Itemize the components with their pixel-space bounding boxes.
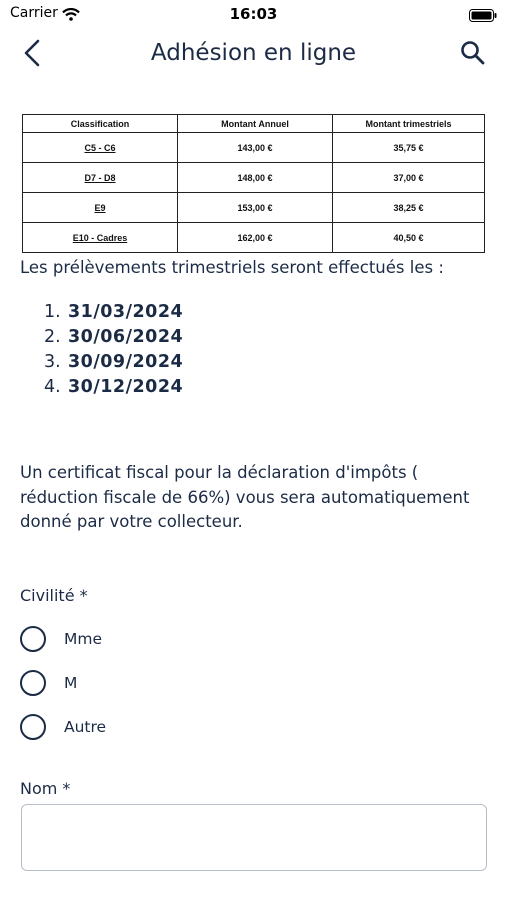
radio-option-m[interactable] bbox=[20, 668, 77, 698]
debit-date: 30/06/2024 bbox=[68, 327, 184, 347]
table-cell: 153,00 € bbox=[178, 193, 333, 223]
civilite-label: Civilité * bbox=[20, 586, 88, 605]
table-row bbox=[23, 163, 485, 193]
radio-label: M bbox=[64, 674, 78, 692]
table-cell: E9 bbox=[23, 193, 178, 223]
table-cell: 38,25 € bbox=[333, 193, 485, 223]
table-cell: 162,00 € bbox=[178, 223, 333, 253]
debit-date: 30/12/2024 bbox=[68, 377, 184, 397]
table-cell: D7 - D8 bbox=[23, 163, 178, 193]
list-item bbox=[44, 375, 183, 400]
table-cell: C5 - C6 bbox=[23, 133, 178, 163]
table-header-row bbox=[23, 115, 485, 133]
fiscal-certificate-note: Un certificat fiscal pour la déclaration d'impôts ( réduction fiscale de 66%) vous sera automatiquement donné par votre collecteur. bbox=[20, 463, 470, 531]
debit-dates-list bbox=[44, 300, 183, 400]
table-cell: 143,00 € bbox=[178, 133, 333, 163]
nom-input[interactable] bbox=[21, 804, 487, 871]
table-row bbox=[23, 193, 485, 223]
search-icon bbox=[459, 39, 487, 67]
radio-circle-icon[interactable] bbox=[20, 670, 46, 696]
page-title: Adhésion en ligne bbox=[150, 40, 357, 66]
list-number: 4. bbox=[44, 377, 61, 397]
debit-intro-text: Les prélèvements trimestriels seront effectués les : bbox=[20, 258, 444, 277]
list-number: 3. bbox=[44, 352, 61, 372]
search-button[interactable] bbox=[459, 39, 487, 67]
table-cell: 40,50 € bbox=[333, 223, 485, 253]
table-header: Classification bbox=[23, 115, 178, 133]
list-item bbox=[44, 300, 183, 325]
table-cell: 148,00 € bbox=[178, 163, 333, 193]
table-cell: E10 - Cadres bbox=[23, 223, 178, 253]
radio-label: Autre bbox=[64, 718, 107, 736]
debit-date: 30/09/2024 bbox=[68, 352, 184, 372]
list-item bbox=[44, 325, 183, 350]
list-number: 2. bbox=[44, 327, 61, 347]
radio-circle-icon[interactable] bbox=[20, 714, 46, 740]
list-item bbox=[44, 350, 183, 375]
carrier-label: Carrier bbox=[10, 5, 58, 21]
radio-option-autre[interactable] bbox=[20, 712, 106, 742]
status-bar bbox=[0, 0, 507, 28]
radio-label: Mme bbox=[64, 630, 103, 648]
battery-icon bbox=[469, 7, 497, 26]
radio-circle-icon[interactable] bbox=[20, 626, 46, 652]
table-header: Montant Annuel bbox=[178, 115, 333, 133]
fee-table bbox=[22, 114, 485, 253]
radio-option-mme[interactable] bbox=[20, 624, 102, 654]
nom-label: Nom * bbox=[20, 779, 71, 798]
table-row bbox=[23, 223, 485, 253]
debit-date: 31/03/2024 bbox=[68, 302, 184, 322]
table-row bbox=[23, 133, 485, 163]
table-header: Montant trimestriels bbox=[333, 115, 485, 133]
table-cell: 37,00 € bbox=[333, 163, 485, 193]
nav-bar bbox=[0, 30, 507, 76]
clock-time: 16:03 bbox=[229, 5, 278, 23]
list-number: 1. bbox=[44, 302, 61, 322]
table-cell: 35,75 € bbox=[333, 133, 485, 163]
